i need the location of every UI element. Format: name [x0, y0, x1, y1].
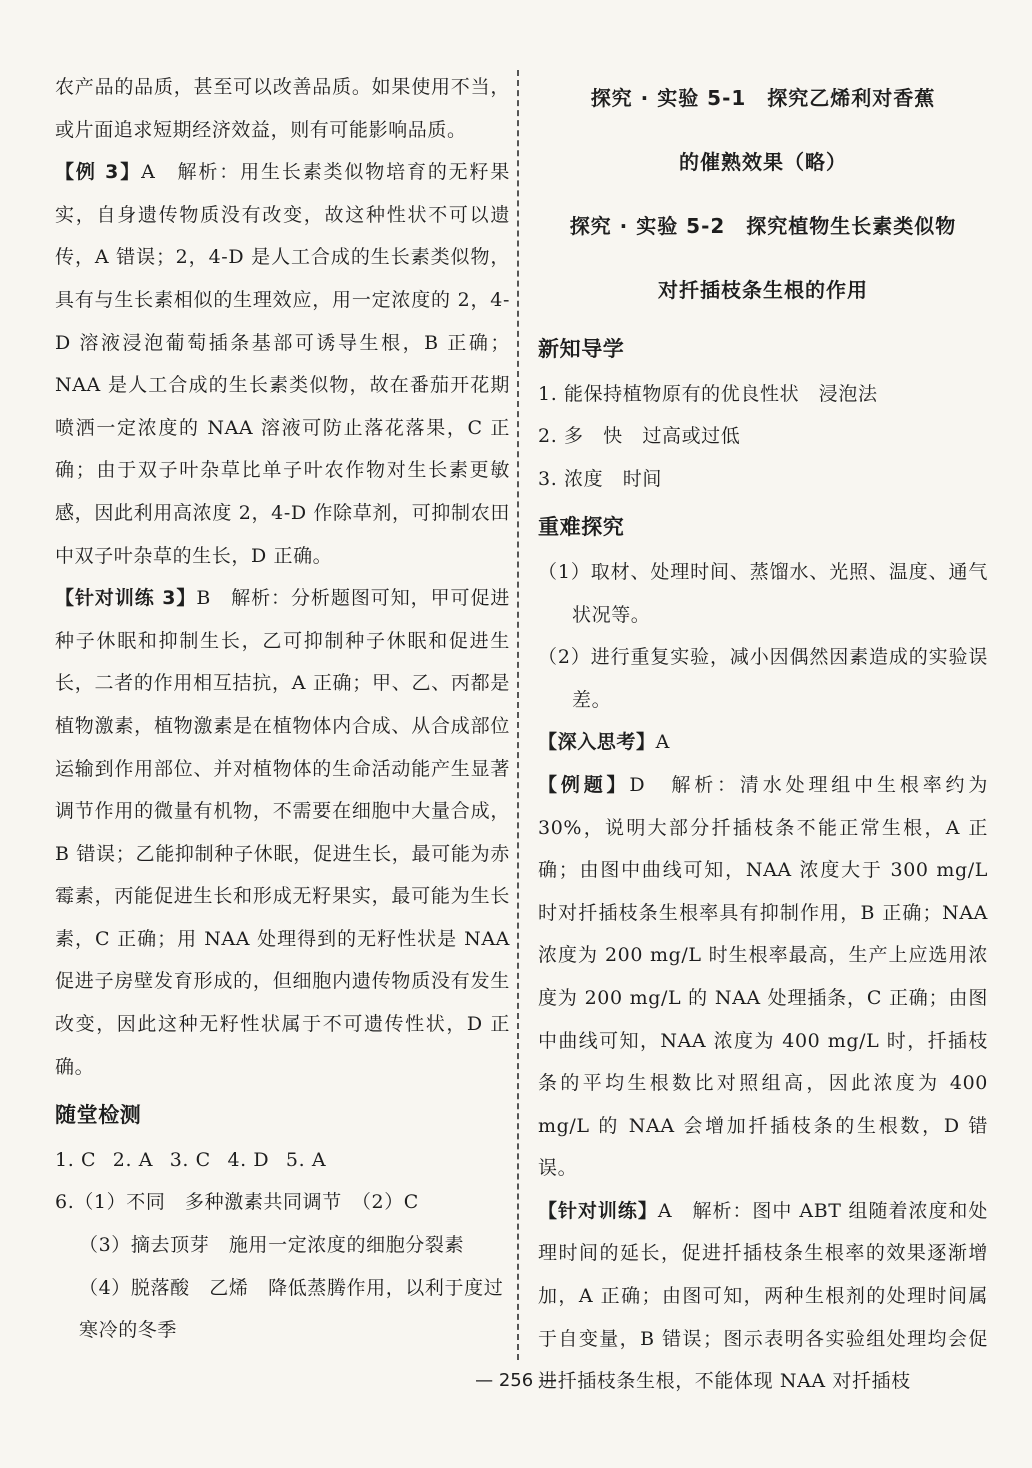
example-problem-tag: 【例题】: [538, 773, 630, 796]
example-problem: [538, 764, 988, 1190]
question-6-line-3: （4）脱落酸 乙烯 降低蒸腾作用，以利于度过寒冷的冬季: [79, 1276, 504, 1342]
answer-5: 5. A: [285, 1148, 327, 1171]
answer-4: 4. D: [227, 1148, 270, 1171]
experiment-5-1-title-b: 的催熟效果（略）: [679, 150, 847, 174]
answer-3: 3. C: [169, 1148, 211, 1171]
training-3-tag: 【针对训练 3】: [55, 587, 197, 610]
page-number: — 256 —: [475, 1370, 557, 1391]
intro-paragraph: 农产品的品质，甚至可以改善品质。如果使用不当，或片面追求短期经济效益，则有可能影响品质。: [55, 76, 510, 141]
new-item-2: 2. 多 快 过高或过低: [538, 425, 741, 448]
example-3-text: A 解析：用生长素类似物培育的无籽果实，自身遗传物质没有改变，故这种性状不可以遗传，A 错误；2，4-D 是人工合成的生长素类似物，具有与生长素相似的生理效应，用一定浓度的 2，4-D 溶液浸泡葡萄插条基部可诱导生根，B 正确；NAA 是人工合成的生长素类似物，故在番茄开花期喷洒一定浓度的 NAA 溶液可防止落花落果，C 正确；由于双子叶杂草比单子叶农作物对生长素更敏感，因此利用高浓度 2，4-D 作除草剂，可抑制农田中双子叶杂草的生长，D 正确。: [55, 161, 510, 567]
check-heading: 随堂检测: [55, 1103, 142, 1128]
question-6-line-2: （3）摘去顶芽 施用一定浓度的细胞分裂素: [79, 1234, 465, 1257]
training-3: [55, 577, 510, 1088]
new-knowledge-heading: 新知导学: [538, 337, 625, 361]
deep-thinking-tag: 【深入思考】: [538, 731, 656, 754]
difficulty-item-1: （1）取材、处理时间、蒸馏水、光照、温度、通气状况等。: [538, 560, 988, 626]
deep-thinking-answer: A: [655, 731, 670, 754]
right-column: [538, 66, 988, 1403]
new-item-3: 3. 浓度 时间: [538, 467, 662, 490]
training-3-text: B 解析：分析题图可知，甲可促进种子休眠和抑制生长，乙可抑制种子休眠和促进生长，二者的作用相互拮抗，A 正确；甲、乙、丙都是植物激素，植物激素是在植物体内合成、从合成部位运输到作用部位、并对植物体的生命活动能产生显著调节作用的微量有机物，不需要在细胞中大量合成，B 错误；乙能抑制种子休眠，促进生长，最可能为赤霉素，丙能促进生长和形成无籽果实，最可能为生长素，C 正确；用 NAA 处理得到的无籽性状是 NAA 促进子房壁发育形成的，但细胞内遗传物质没有发生改变，因此这种无籽性状属于不可遗传性状，D 正确。: [55, 587, 510, 1078]
example-problem-text: D 解析：清水处理组中生根率约为 30%，说明大部分扦插枝条不能正常生根，A 正确；由图中曲线可知，NAA 浓度大于 300 mg/L 时对扦插枝条生根率具有抑制作用，B 正确；NAA 浓度为 200 mg/L 时生根率最高，生产上应选用浓度为 200 mg/L 的 NAA 处理插条，C 正确；由图中曲线可知，NAA 浓度为 400 mg/L 时，扦插枝条的平均生根数比对照组高，因此浓度为 400 mg/L 的 NAA 会增加扦插枝条的生根数，D 错误。: [538, 773, 988, 1180]
question-6-line-1: 6.（1）不同 多种激素共同调节 （2）C: [55, 1191, 419, 1214]
column-divider: [517, 70, 519, 1360]
deep-thinking: [538, 721, 988, 764]
new-item-1: 1. 能保持植物原有的优良性状 浸泡法: [538, 382, 878, 405]
difficulty-heading: 重难探究: [538, 515, 625, 540]
training-tag: 【针对训练】: [538, 1199, 658, 1222]
left-column: [55, 66, 510, 1352]
answer-2: 2. A: [112, 1148, 154, 1171]
experiment-5-1-title-a: 探究 · 实验 5-1 探究乙烯利对香蕉: [590, 86, 936, 110]
experiment-5-2-title-a: 探究 · 实验 5-2 探究植物生长素类似物: [569, 214, 957, 238]
experiment-5-2-title-b: 对扦插枝条生根的作用: [658, 278, 868, 302]
example-3: [55, 151, 510, 577]
difficulty-item-2: （2）进行重复实验，减小因偶然因素造成的实验误差。: [538, 646, 988, 711]
answer-1: 1. C: [55, 1148, 97, 1171]
answers-row: [55, 1139, 510, 1182]
training-text: A 解析：图中 ABT 组随着浓度和处理时间的延长，促进扦插枝条生根率的效果逐渐增加，A 正确；由图可知，两种生根剂的处理时间属于自变量，B 错误；图示表明各实验组处理均会促进扦插枝条生根，不能体现 NAA 对扦插枝: [538, 1199, 988, 1393]
example-3-tag: 【例 3】: [55, 161, 142, 184]
